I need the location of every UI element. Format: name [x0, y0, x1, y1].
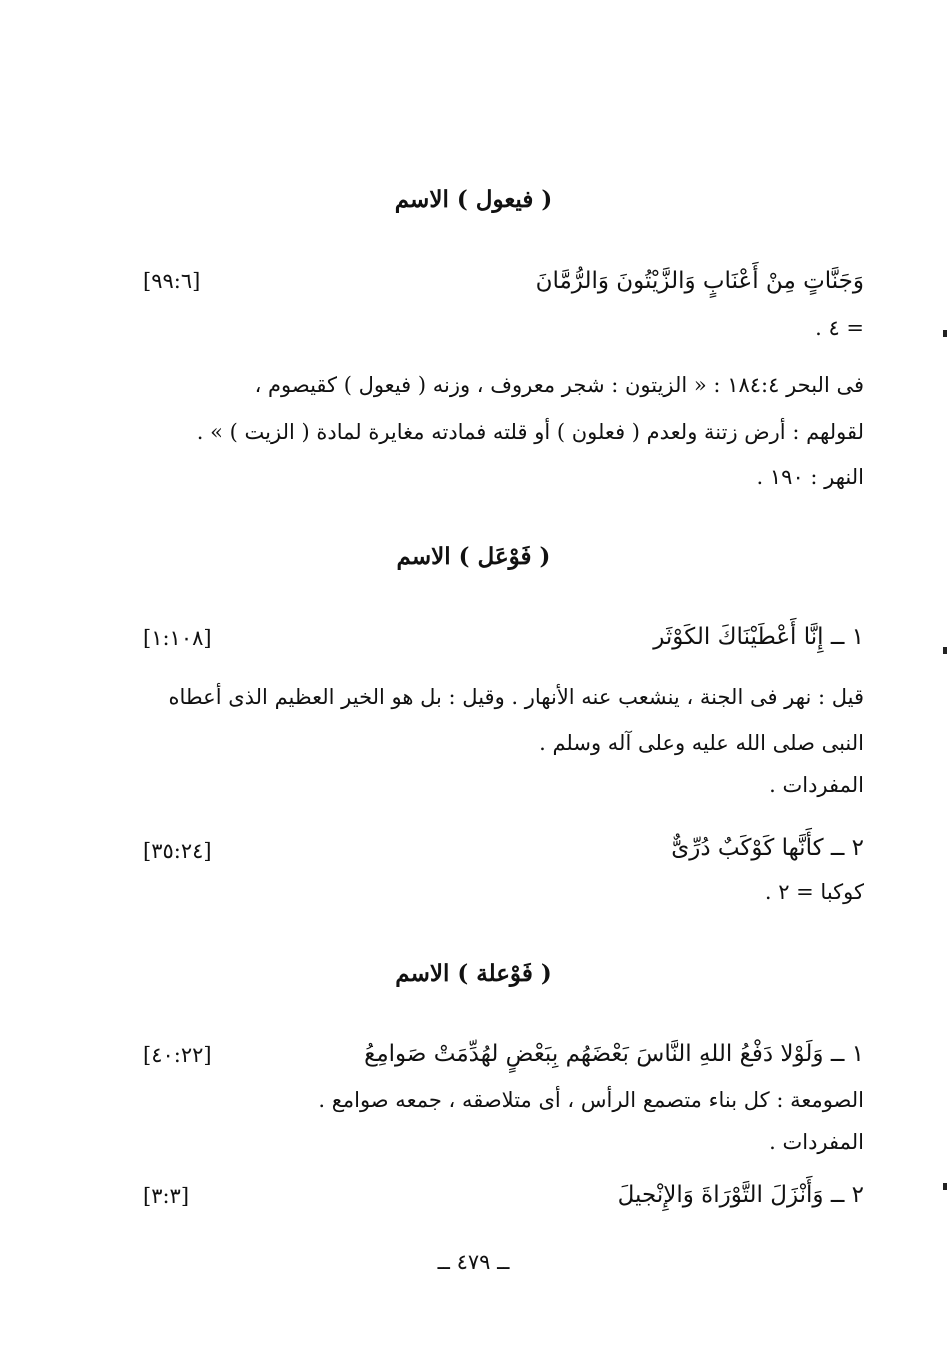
section-heading-fawal: ( فَوْعَل ) الاسم [396, 543, 551, 570]
source-citation: المفردات . [769, 773, 864, 797]
quran-verse: ١ ــ إِنَّا أَعْطَيْنَاكَ الكَوْثَر [653, 624, 864, 650]
occurrence-count: كوكبا = ٢ . [764, 880, 864, 904]
commentary-line: فى البحر ١٨٤:٤ : « الزيتون : شجر معروف ، وزنه ( فيعول ) كقيصوم ، [254, 373, 864, 397]
quran-verse: وَجَنَّاتٍ مِنْ أَعْنَابٍ وَالزَّيْتُونَ وَالرُّمَّانَ [535, 268, 864, 294]
verse-reference: [٤٠:٢٢] [143, 1043, 212, 1067]
source-citation: المفردات . [769, 1130, 864, 1154]
section-heading-fawala: ( فَوْعلة ) الاسم [395, 960, 552, 987]
scan-edge-mark [943, 330, 947, 337]
quran-verse: ٢ ــ كأَنَّها كَوْكَبٌ دُرِّىٌّ [671, 835, 864, 861]
quran-verse: ٢ ــ وَأَنْزَلَ التَّوْرَاةَ وَالإِنْجيلَ [617, 1182, 864, 1208]
verse-reference: [٩٩:٦] [143, 269, 201, 293]
commentary-line: النبى صلى الله عليه وعلى آله وسلم . [539, 731, 864, 755]
verse-reference: [٣٥:٢٤] [143, 839, 212, 863]
page-number: ــ ٤٧٩ ــ [437, 1250, 510, 1274]
scan-edge-mark [943, 1183, 947, 1190]
section-heading-fayool: ( فيعول ) الاسم [394, 186, 553, 213]
quran-verse: ١ ــ وَلَوْلا دَفْعُ اللهِ النَّاسَ بَعْضَهُم بِبَعْضٍ لهُدِّمَتْ صَوامِعُ [364, 1041, 864, 1067]
commentary-line: الصومعة : كل بناء متصمع الرأس ، أى متلاصقه ، جمعه صوامع . [318, 1088, 864, 1112]
verse-reference: [٣:٣] [143, 1184, 190, 1208]
commentary-line: لقولهم : أرض زتنة ولعدم ( فعلون ) أو قلته فمادته مغايرة لمادة ( الزيت ) » . [196, 420, 864, 444]
occurrence-count: = ٤ . [815, 316, 864, 340]
commentary-line: قيل : نهر فى الجنة ، ينشعب عنه الأنهار . وقيل : بل هو الخير العظيم الذى أعطاه [168, 685, 864, 709]
commentary-line: النهر : ١٩٠ . [756, 465, 864, 489]
scan-edge-mark [943, 647, 947, 654]
verse-reference: [١:١٠٨] [143, 626, 212, 650]
